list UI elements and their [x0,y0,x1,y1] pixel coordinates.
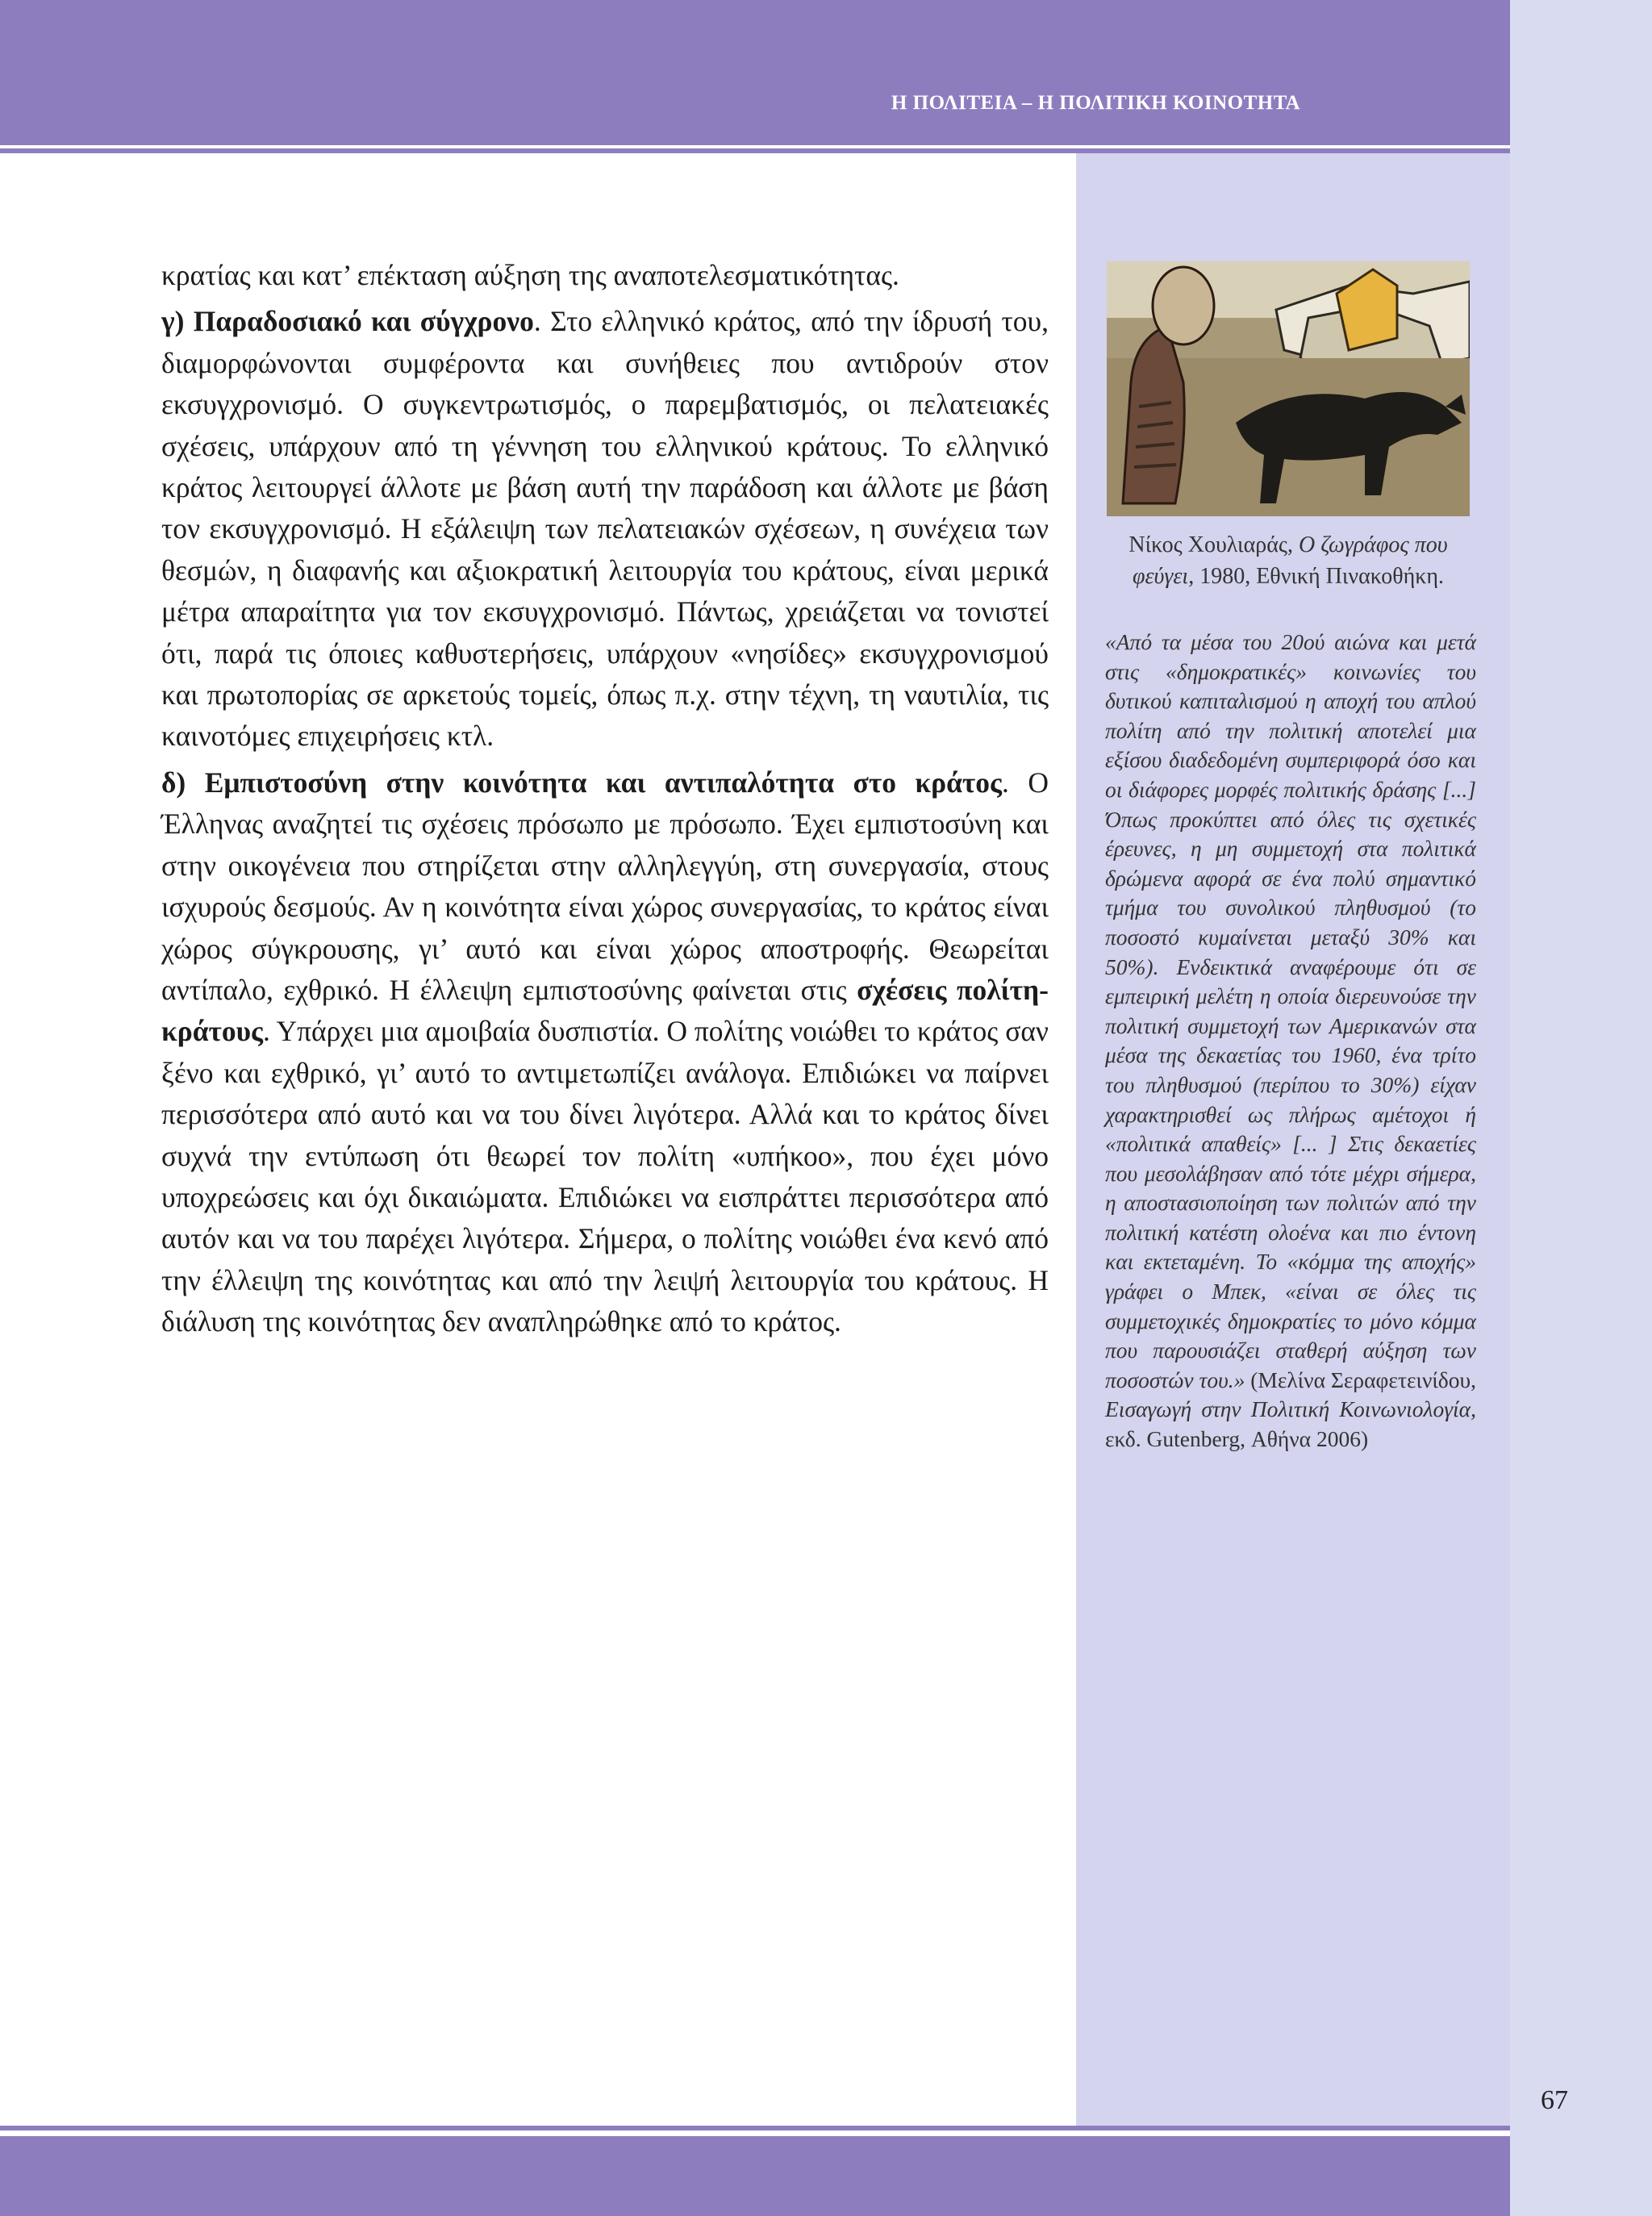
main-text-column [161,255,1049,1348]
paragraph-trust-community [161,762,1049,1343]
right-margin-strip [1510,0,1652,2216]
quote-source: (Μελίνα Σεραφετεινίδου, [1245,1367,1476,1392]
bold-phrase-citizen-state: σχέσεις πολίτη-κράτους [161,973,1049,1048]
paragraph-body: . Στο ελληνικό κράτος, από την ίδρυσή του, διαμορφώνονται συμφέροντα και συνήθειες που αντιδρούν στον εκσυγχρονισμό. Ο συγκεντρωτισμός, ο παρεμβατισμός, οι πελατειακές σχέσεις, υπάρχουν από τη γέννηση του ελληνικού κράτους. Το ελληνικό κράτος λειτουργεί άλλοτε με βάση αυτή την παράδοση και άλλοτε με βάση τον εκσυγχρονισμό. Η εξάλειψη των πελατειακών σχέσεων, η συνέχεια των θεσμών, η διαφανής και αξιοκρατική λειτουργία του κράτους, είναι μερικά μέτρα απαραίτητα για τον εκσυγχρονισμό. Πάντως, χρειάζεται να τονιστεί ότι, παρά τις όποιες καθυστερήσεις, υπάρχουν «νησίδες» εκσυγχρονισμού και πρωτοπορίας σε αρκετούς τομείς, όπως π.χ. στην τέχνη, τη ναυτιλία, τις καινοτόμες επιχειρήσεις κτλ. [161,305,1049,753]
caption-author: Νίκος Χουλιαράς, [1128,532,1299,557]
paragraph-traditional-modern [161,301,1049,757]
paragraph-body: . Υπάρχει μια αμοιβαία δυσπιστία. Ο πολίτης νοιώθει το κράτος σαν ξένο και εχθρικό, γι’ αυτό το αντιμετωπίζει ανάλογα. Επιδιώκει να παίρνει περισσότερα από αυτό και να του δίνει λιγότερα. Αλλά και το κράτος δίνει συχνά την εντύπωση ότι θεωρεί τον πολίτη «υπήκοο», που έχει μόνο υποχρεώσεις και όχι δικαιώματα. Επιδιώκει να εισπράττει περισσότερα από αυτόν και να του παρέχει λιγότερα. Σήμερα, ο πολίτης νοιώθει ένα κενό από την έλλειψη της κοινότητας και από την λειψή λειτουργία του κράτους. Η διάλυση της κοινότητας δεν αναπληρώθηκε από το κράτος. [161,1015,1049,1338]
sidebar-quote [1105,628,1476,1454]
page-number: 67 [1541,2085,1568,2115]
footer-band [0,2136,1510,2216]
section-heading-trust-community: δ) Εμπιστοσύνη στην κοινότητα και αντιπαλότητα στο κράτος [161,766,1003,799]
painting-caption [1100,529,1476,592]
quote-text: «Από τα μέσα του 20ού αιώνα και μετά στις «δημοκρατικές» κοινωνίες του δυτικού καπιταλισμού η αποχή του απλού πολίτη από την πολιτική αποτελεί μια εξίσου διαδεδομένη συμπεριφορά όσο και οι διάφορες μορφές πολιτικής δράσης [...] Όπως προκύπτει από όλες τις σχετικές έρευνες, η μη συμμετοχή στα πολιτικά δρώμενα αφορά σε ένα πολύ σημαντικό τμήμα του συνολικού πληθυσμού (το ποσοστό κυμαίνεται μεταξύ 30% και 50%). Ενδεικτικά αναφέρουμε ότι σε εμπειρική μελέτη η οποία διερευνούσε την πολιτική συμμετοχή των Αμερικανών στα μέσα της δεκαετίας του 1960, ένα τρίτο του πληθυσμού (περίπου το 30%) είχαν χαρακτηρισθεί ως πλήρως αμέτοχοι ή «πολιτικά απαθείς» [... ] Στις δεκαετίες που μεσολάβησαν από τότε μέχρι σήμερα, η αποστασιοποίηση των πολιτών από την πολιτική κατέστη ολοένα και πιο έντονη και εκτεταμένη. Το «κόμμα της αποχής» γράφει ο Μπεκ, «είναι σε όλες τις συμμετοχικές δημοκρατίες το μόνο κόμμα που παρουσιάζει σταθερή αύξηση των ποσοστών του.» [1105,629,1476,1392]
caption-title: Ο ζωγράφος που φεύγει [1132,532,1448,589]
painting-image [1107,261,1470,516]
section-heading-traditional-modern: γ) Παραδοσιακό και σύγχρονο [161,305,534,338]
quote-source-publisher: εκδ. Gutenberg, Αθήνα 2006) [1105,1426,1369,1452]
paragraph-continuation: κρατίας και κατ’ επέκταση αύξηση της αναποτελεσματικότητας. [161,259,899,291]
paragraph-body: . Ο Έλληνας αναζητεί τις σχέσεις πρόσωπο με πρόσωπο. Έχει εμπιστοσύνη και στην οικογένεια που στηρίζεται στην αλληλεγγύη, στη συνεργασία, στους ισχυρούς δεσμούς. Αν η κοινότητα είναι χώρος συνεργασίας, το κράτος είναι χώρος σύγκρουσης, γι’ αυτό και είναι χώρος αποστροφής. Θεωρείται αντίπαλο, εχθρικό. Η έλλειψη εμπιστοσύνης φαίνεται στις [161,766,1049,1006]
quote-source-book: Εισαγωγή στην Πολιτική Κοινωνιολογία, [1105,1396,1476,1422]
header-band [0,0,1510,145]
footer-rule [0,2126,1510,2130]
caption-details: , 1980, Εθνική Πινακοθήκη. [1188,564,1445,589]
running-header-title: Η ΠΟΛΙΤΕΙΑ – Η ΠΟΛΙΤΙΚΗ ΚΟΙΝΟΤΗΤΑ [891,92,1300,114]
sidebar-column [1076,153,1510,2126]
